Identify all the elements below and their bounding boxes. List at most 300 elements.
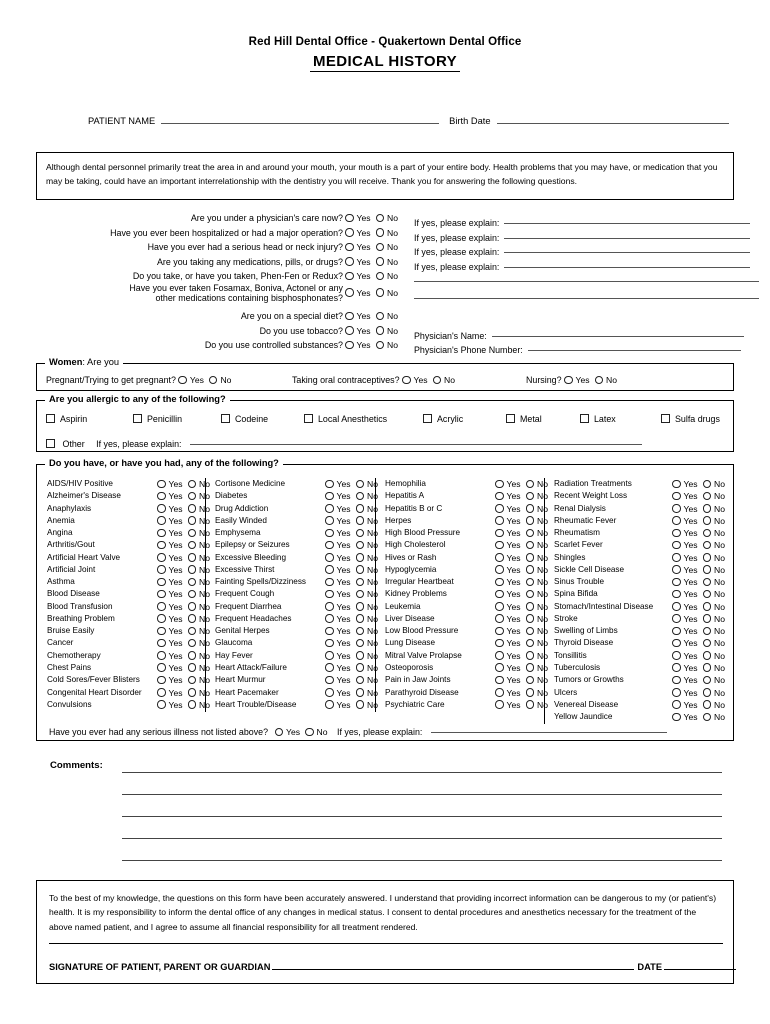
radio-no[interactable] — [188, 492, 197, 501]
radio-no[interactable] — [703, 565, 712, 574]
radio-no[interactable] — [356, 663, 365, 672]
radio-yes[interactable] — [672, 492, 681, 501]
radio-no[interactable] — [188, 651, 197, 660]
yes-no-group: Yes No — [672, 700, 725, 710]
condition-yesno — [672, 577, 725, 587]
yes-no-group: Yes No — [672, 491, 725, 501]
radio-no[interactable] — [376, 312, 385, 321]
radio-no[interactable] — [376, 326, 385, 335]
radio-yes[interactable] — [325, 480, 334, 489]
radio-yes[interactable] — [325, 688, 334, 697]
condition-yesno — [495, 565, 548, 575]
radio-yes[interactable] — [672, 639, 681, 648]
radio-yes[interactable] — [325, 516, 334, 525]
radio-no[interactable] — [188, 676, 197, 685]
radio-yes[interactable] — [325, 553, 334, 562]
radio-yes[interactable] — [325, 700, 334, 709]
radio-yes[interactable] — [672, 663, 681, 672]
radio-no[interactable] — [356, 492, 365, 501]
radio-yes[interactable] — [157, 627, 166, 636]
radio-no[interactable] — [376, 243, 385, 252]
yes-no-group: Yes No — [672, 675, 725, 685]
allergy-checkbox[interactable] — [506, 414, 515, 423]
radio-no[interactable] — [356, 529, 365, 538]
allergy-checkbox[interactable] — [304, 414, 313, 423]
radio-yes[interactable] — [495, 651, 504, 660]
radio-no[interactable] — [188, 516, 197, 525]
condition-yesno — [672, 553, 725, 563]
radio-no[interactable] — [356, 590, 365, 599]
radio-no[interactable] — [703, 713, 712, 722]
radio-no[interactable] — [188, 565, 197, 574]
column-separator — [205, 478, 206, 712]
condition-yesno — [157, 516, 210, 526]
radio-no[interactable] — [356, 541, 365, 550]
condition-row — [47, 539, 215, 551]
explain-input[interactable] — [504, 228, 750, 239]
condition-yesno — [157, 602, 210, 612]
yes-no-group: Yes No — [325, 504, 378, 514]
radio-no[interactable] — [526, 529, 535, 538]
radio-yes[interactable] — [495, 700, 504, 709]
radio-yes[interactable] — [495, 529, 504, 538]
explain-input[interactable] — [414, 271, 759, 282]
radio-yes[interactable] — [495, 602, 504, 611]
page-title: MEDICAL HISTORY — [310, 53, 460, 72]
radio-yes[interactable] — [672, 480, 681, 489]
radio-no[interactable] — [526, 639, 535, 648]
radio-yes[interactable] — [157, 480, 166, 489]
radio-no[interactable] — [188, 639, 197, 648]
radio-no[interactable] — [188, 590, 197, 599]
comment-line[interactable] — [122, 816, 722, 817]
allergy-checkbox[interactable] — [133, 414, 142, 423]
radio-yes[interactable] — [495, 504, 504, 513]
condition-label: Heart Attack/Failure — [215, 662, 287, 672]
conditions-section — [36, 458, 734, 741]
radio-yes[interactable] — [157, 688, 166, 697]
radio-no[interactable] — [703, 578, 712, 587]
radio-no[interactable] — [526, 627, 535, 636]
radio-yes[interactable] — [402, 376, 411, 385]
condition-row — [554, 650, 734, 662]
question-row — [36, 241, 736, 256]
radio-no[interactable] — [188, 553, 197, 562]
physician-field — [414, 340, 741, 355]
condition-yesno — [672, 675, 725, 685]
question-yesno — [345, 340, 398, 350]
allergy-label: Metal — [520, 414, 542, 424]
radio-no[interactable] — [356, 565, 365, 574]
radio-yes[interactable] — [495, 639, 504, 648]
serious-illness-input[interactable] — [431, 722, 667, 733]
radio-no[interactable] — [703, 651, 712, 660]
radio-yes[interactable] — [672, 529, 681, 538]
radio-no[interactable] — [703, 492, 712, 501]
condition-label: Tumors or Growths — [554, 675, 624, 685]
radio-yes[interactable] — [157, 565, 166, 574]
radio-yes[interactable] — [345, 326, 354, 335]
radio-yes[interactable] — [157, 651, 166, 660]
yes-no-group: Yes No — [495, 577, 548, 587]
radio-no[interactable] — [703, 614, 712, 623]
radio-yes[interactable] — [672, 676, 681, 685]
radio-yes[interactable] — [495, 688, 504, 697]
condition-row — [47, 699, 215, 711]
birthdate-input[interactable] — [497, 113, 729, 124]
radio-no[interactable] — [188, 614, 197, 623]
condition-label: Stomach/Intestinal Disease — [554, 601, 654, 611]
yes-no-group: Yes No — [325, 516, 378, 526]
yes-no-group: Yes No — [495, 626, 548, 636]
condition-row — [47, 613, 215, 625]
radio-yes[interactable] — [157, 504, 166, 513]
yes-no-group: Yes No — [672, 688, 725, 698]
radio-no[interactable] — [526, 688, 535, 697]
physician-label: Physician's Phone Number: — [414, 345, 523, 356]
radio-no[interactable] — [526, 541, 535, 550]
condition-yesno — [325, 540, 378, 550]
date-label: DATE — [637, 962, 663, 972]
radio-yes[interactable] — [495, 590, 504, 599]
condition-label: Shingles — [554, 552, 586, 562]
radio-no[interactable] — [188, 700, 197, 709]
question-explain — [414, 288, 759, 303]
radio-yes[interactable] — [325, 663, 334, 672]
radio-no[interactable] — [703, 700, 712, 709]
radio-no[interactable] — [188, 688, 197, 697]
condition-row — [554, 576, 734, 588]
radio-yes[interactable] — [672, 713, 681, 722]
radio-yes[interactable] — [178, 376, 187, 385]
yes-no-group: Yes No — [325, 602, 378, 612]
condition-yesno — [495, 479, 548, 489]
radio-yes[interactable] — [672, 578, 681, 587]
condition-label: Rheumatism — [554, 528, 600, 538]
explain-input[interactable] — [504, 213, 750, 224]
yes-no-group: Yes No — [672, 638, 725, 648]
yes-no-group: Yes No — [495, 651, 548, 661]
radio-no[interactable] — [703, 504, 712, 513]
radio-yes[interactable] — [325, 602, 334, 611]
explain-input[interactable] — [414, 288, 759, 299]
radio-no[interactable] — [703, 480, 712, 489]
condition-label: Recent Weight Loss — [554, 491, 628, 501]
radio-no[interactable] — [356, 480, 365, 489]
radio-yes[interactable] — [325, 492, 334, 501]
radio-yes[interactable] — [157, 700, 166, 709]
radio-yes[interactable] — [495, 676, 504, 685]
radio-no[interactable] — [376, 341, 385, 350]
yes-no-group: Yes No — [345, 271, 398, 281]
condition-label: High Blood Pressure — [385, 528, 461, 538]
radio-no[interactable] — [703, 529, 712, 538]
radio-yes[interactable] — [495, 578, 504, 587]
radio-no[interactable] — [526, 553, 535, 562]
radio-no[interactable] — [188, 663, 197, 672]
condition-label: Ulcers — [554, 687, 578, 697]
radio-yes[interactable] — [672, 504, 681, 513]
condition-row — [554, 552, 734, 564]
explain-label: If yes, please explain: — [414, 218, 500, 228]
radio-yes[interactable] — [672, 590, 681, 599]
patient-name-input[interactable] — [161, 113, 439, 124]
condition-yesno — [672, 528, 725, 538]
radio-yes[interactable] — [345, 341, 354, 350]
radio-yes[interactable] — [325, 676, 334, 685]
explain-input[interactable] — [504, 242, 750, 253]
radio-no[interactable] — [188, 627, 197, 636]
radio-no[interactable] — [703, 688, 712, 697]
radio-no[interactable] — [356, 651, 365, 660]
radio-yes[interactable] — [325, 529, 334, 538]
radio-yes[interactable] — [495, 516, 504, 525]
yes-no-group: Yes No — [157, 516, 210, 526]
radio-yes[interactable] — [157, 602, 166, 611]
condition-row — [215, 662, 383, 674]
date-input[interactable] — [664, 959, 736, 970]
allergy-label: Latex — [594, 414, 616, 424]
radio-no[interactable] — [188, 529, 197, 538]
yes-no-group: Yes No — [325, 663, 378, 673]
physician-input[interactable] — [492, 326, 744, 337]
radio-no[interactable] — [526, 663, 535, 672]
radio-no[interactable] — [356, 676, 365, 685]
yes-no-group: Yes No — [495, 540, 548, 550]
radio-yes[interactable] — [325, 639, 334, 648]
condition-row — [215, 601, 383, 613]
radio-no[interactable] — [526, 590, 535, 599]
allergy-checkbox-other[interactable] — [46, 439, 55, 448]
column-separator — [544, 478, 545, 724]
radio-no[interactable] — [526, 480, 535, 489]
explain-label: If yes, please explain: — [414, 232, 500, 243]
condition-label: Frequent Cough — [215, 589, 275, 599]
condition-label: Chemotherapy — [47, 650, 101, 660]
comment-line[interactable] — [122, 838, 722, 839]
radio-no[interactable] — [703, 541, 712, 550]
radio-yes[interactable] — [345, 312, 354, 321]
allergy-checkbox[interactable] — [661, 414, 670, 423]
radio-yes[interactable] — [157, 541, 166, 550]
condition-row — [385, 637, 553, 649]
yes-no-group: Yes No — [157, 651, 210, 661]
yes-no-group: Yes No — [325, 577, 378, 587]
radio-yes[interactable] — [345, 243, 354, 252]
radio-no[interactable] — [703, 639, 712, 648]
radio-yes[interactable] — [564, 376, 573, 385]
radio-yes[interactable] — [157, 676, 166, 685]
radio-no[interactable] — [526, 492, 535, 501]
radio-yes[interactable] — [672, 688, 681, 697]
yes-no-group: Yes No — [325, 688, 378, 698]
radio-yes[interactable] — [157, 578, 166, 587]
condition-yesno — [157, 688, 210, 698]
radio-no[interactable] — [356, 553, 365, 562]
radio-no[interactable] — [526, 516, 535, 525]
question-row — [36, 212, 736, 227]
condition-row — [47, 503, 215, 515]
condition-yesno — [157, 540, 210, 550]
radio-no[interactable] — [356, 516, 365, 525]
radio-no[interactable] — [188, 602, 197, 611]
condition-label: Chest Pains — [47, 662, 92, 672]
radio-yes[interactable] — [325, 627, 334, 636]
women-legend: Women: Are you — [45, 357, 123, 367]
radio-no[interactable] — [356, 688, 365, 697]
radio-yes[interactable] — [672, 565, 681, 574]
explain-input[interactable] — [504, 257, 750, 268]
radio-no[interactable] — [305, 728, 314, 737]
question-text: Do you use controlled substances? — [204, 340, 343, 351]
radio-yes[interactable] — [495, 492, 504, 501]
radio-no[interactable] — [188, 480, 197, 489]
radio-yes[interactable] — [672, 700, 681, 709]
yes-no-group: Yes No — [325, 700, 378, 710]
radio-yes[interactable] — [325, 504, 334, 513]
radio-yes[interactable] — [495, 565, 504, 574]
condition-row — [47, 588, 215, 600]
radio-no[interactable] — [526, 565, 535, 574]
radio-yes[interactable] — [672, 516, 681, 525]
condition-label: Sickle Cell Disease — [554, 564, 625, 574]
radio-yes[interactable] — [157, 553, 166, 562]
signature-input[interactable] — [272, 959, 634, 970]
radio-yes[interactable] — [157, 663, 166, 672]
condition-yesno — [325, 651, 378, 661]
radio-yes[interactable] — [325, 541, 334, 550]
radio-no[interactable] — [526, 578, 535, 587]
radio-no[interactable] — [433, 376, 442, 385]
condition-label: Hepatitis B or C — [385, 503, 443, 513]
radio-yes[interactable] — [325, 565, 334, 574]
radio-yes[interactable] — [672, 627, 681, 636]
radio-no[interactable] — [526, 651, 535, 660]
condition-label: Blood Transfusion — [47, 601, 113, 611]
radio-yes[interactable] — [495, 480, 504, 489]
radio-yes[interactable] — [672, 553, 681, 562]
allergy-checkbox[interactable] — [46, 414, 55, 423]
radio-yes[interactable] — [157, 492, 166, 501]
condition-yesno — [672, 663, 725, 673]
radio-yes[interactable] — [157, 639, 166, 648]
radio-yes[interactable] — [672, 602, 681, 611]
radio-no[interactable] — [703, 553, 712, 562]
allergy-other-input[interactable] — [190, 434, 642, 445]
consent-section — [36, 880, 734, 984]
radio-no[interactable] — [526, 504, 535, 513]
yes-no-group: Yes No — [495, 589, 548, 599]
condition-label: Epilepsy or Seizures — [215, 540, 290, 550]
radio-yes[interactable] — [157, 516, 166, 525]
radio-yes[interactable] — [495, 627, 504, 636]
radio-yes[interactable] — [345, 257, 354, 266]
yes-no-group: Yes No — [495, 675, 548, 685]
radio-no[interactable] — [703, 516, 712, 525]
women-question — [46, 375, 231, 385]
radio-no[interactable] — [356, 639, 365, 648]
radio-yes[interactable] — [672, 614, 681, 623]
radio-no[interactable] — [376, 272, 385, 281]
radio-no[interactable] — [703, 663, 712, 672]
radio-no[interactable] — [526, 602, 535, 611]
radio-yes[interactable] — [325, 651, 334, 660]
allergy-checkbox[interactable] — [580, 414, 589, 423]
radio-yes[interactable] — [345, 214, 354, 223]
radio-no[interactable] — [188, 578, 197, 587]
radio-yes[interactable] — [157, 529, 166, 538]
radio-no[interactable] — [209, 376, 218, 385]
condition-yesno — [325, 700, 378, 710]
condition-yesno — [325, 479, 378, 489]
radio-no[interactable] — [376, 257, 385, 266]
radio-yes[interactable] — [345, 228, 354, 237]
condition-yesno — [157, 479, 210, 489]
condition-yesno — [157, 528, 210, 538]
radio-no[interactable] — [703, 676, 712, 685]
radio-no[interactable] — [595, 376, 604, 385]
radio-no[interactable] — [526, 676, 535, 685]
radio-no[interactable] — [356, 700, 365, 709]
radio-no[interactable] — [526, 700, 535, 709]
radio-yes[interactable] — [345, 272, 354, 281]
condition-row — [215, 625, 383, 637]
radio-yes[interactable] — [275, 728, 284, 737]
radio-no[interactable] — [188, 541, 197, 550]
radio-no[interactable] — [703, 590, 712, 599]
radio-yes[interactable] — [157, 590, 166, 599]
radio-yes[interactable] — [495, 553, 504, 562]
radio-no[interactable] — [703, 602, 712, 611]
comment-line[interactable] — [122, 772, 722, 773]
question-yesno — [345, 311, 398, 321]
radio-yes[interactable] — [325, 578, 334, 587]
radio-no[interactable] — [376, 214, 385, 223]
condition-row — [47, 650, 215, 662]
radio-no[interactable] — [356, 627, 365, 636]
radio-yes[interactable] — [325, 590, 334, 599]
radio-yes[interactable] — [157, 614, 166, 623]
radio-no[interactable] — [188, 504, 197, 513]
condition-row — [554, 674, 734, 686]
radio-yes[interactable] — [495, 663, 504, 672]
radio-yes[interactable] — [672, 651, 681, 660]
allergy-checkbox[interactable] — [423, 414, 432, 423]
radio-yes[interactable] — [345, 288, 354, 297]
radio-yes[interactable] — [672, 541, 681, 550]
allergy-checkbox[interactable] — [221, 414, 230, 423]
radio-no[interactable] — [356, 614, 365, 623]
condition-yesno — [495, 504, 548, 514]
yes-no-group: Yes No — [495, 565, 548, 575]
radio-no[interactable] — [376, 288, 385, 297]
condition-yesno — [157, 626, 210, 636]
radio-yes[interactable] — [495, 614, 504, 623]
yes-no-group: Yes No — [672, 479, 725, 489]
radio-no[interactable] — [356, 602, 365, 611]
physician-input[interactable] — [528, 340, 741, 351]
radio-no[interactable] — [376, 228, 385, 237]
radio-yes[interactable] — [495, 541, 504, 550]
radio-no[interactable] — [526, 614, 535, 623]
radio-no[interactable] — [703, 627, 712, 636]
comment-line[interactable] — [122, 860, 722, 861]
radio-no[interactable] — [356, 578, 365, 587]
radio-no[interactable] — [356, 504, 365, 513]
radio-yes[interactable] — [325, 614, 334, 623]
condition-yesno — [672, 516, 725, 526]
comment-line[interactable] — [122, 794, 722, 795]
